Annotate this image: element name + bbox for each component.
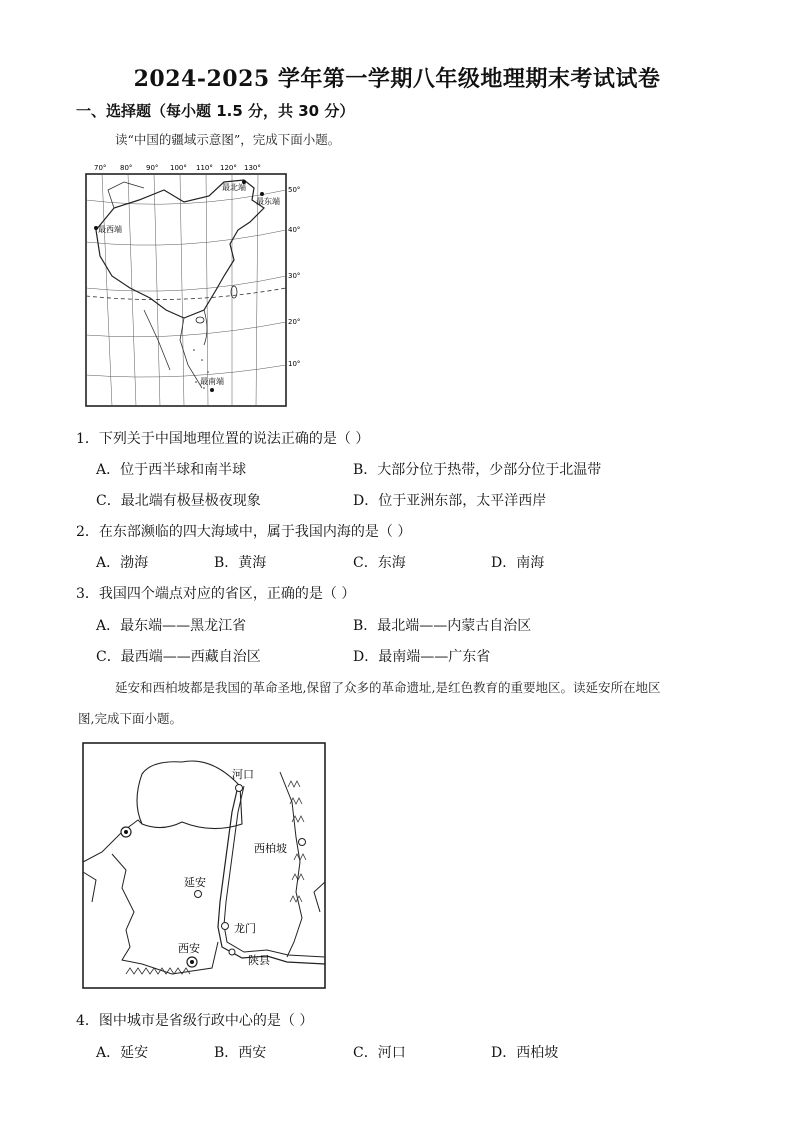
intro-text-1: 读“中国的疆域示意图”，完成下面小题。: [115, 132, 341, 147]
east-point: [260, 192, 264, 196]
east-label: 最东端: [256, 197, 280, 206]
yanan-label: 延安: [184, 876, 206, 889]
q3-option-a[interactable]: A．最东端——黑龙江省: [96, 618, 247, 634]
xian-label: 西安: [178, 942, 200, 955]
question-3-stem: 3．我国四个端点对应的省区，正确的是（ ）: [76, 586, 356, 602]
yanan-region-map: [82, 742, 327, 990]
west-label: 最西端: [98, 225, 122, 234]
q4-option-b[interactable]: B．西安: [214, 1045, 267, 1061]
q4-option-a[interactable]: A．延安: [96, 1045, 149, 1061]
longmen-label: 龙门: [234, 922, 256, 935]
lon-label: 130°: [244, 164, 261, 172]
lon-label: 100°: [170, 164, 187, 172]
longmen-marker: [222, 923, 229, 930]
lat-label: 50°: [288, 186, 301, 194]
q3-option-c[interactable]: C．最西端——西藏自治区: [96, 649, 261, 665]
map-frame: [83, 743, 325, 988]
intro-text-2: 延安和西柏坡都是我国的革命圣地,保留了众多的革命遗址,是红色教育的重要地区。读延安所在地区: [115, 680, 661, 695]
south-point: [210, 388, 214, 392]
capital-marker-dot: [124, 830, 128, 834]
xibaipo-marker: [299, 839, 306, 846]
lon-label: 80°: [120, 164, 133, 172]
south-label: 最南端: [200, 377, 224, 386]
intro-text-2b: 图,完成下面小题。: [78, 711, 182, 726]
xian-marker-dot: [190, 960, 194, 964]
q4-option-c[interactable]: C．河口: [353, 1045, 406, 1061]
shanxian-label: 陕县: [248, 954, 270, 967]
q2-option-b[interactable]: B．黄海: [214, 555, 267, 571]
q4-option-d[interactable]: D．西柏坡: [491, 1045, 559, 1061]
page-title: 2024-2025 学年第一学期八年级地理期末考试试卷: [133, 66, 661, 92]
lon-label: 70°: [94, 164, 107, 172]
lon-label: 90°: [146, 164, 159, 172]
section-heading: 一、选择题（每小题 1.5 分，共 30 分）: [76, 102, 355, 120]
q2-option-a[interactable]: A．渤海: [96, 555, 149, 571]
question-4-stem: 4．图中城市是省级行政中心的是（ ）: [76, 1013, 314, 1029]
lat-label: 10°: [288, 360, 301, 368]
lat-label: 30°: [288, 272, 301, 280]
hekou-marker: [236, 785, 243, 792]
q2-option-d[interactable]: D．南海: [491, 555, 545, 571]
q3-option-d[interactable]: D．最南端——广东省: [353, 649, 491, 665]
q2-option-c[interactable]: C．东海: [353, 555, 406, 571]
q1-option-c[interactable]: C．最北端有极昼极夜现象: [96, 493, 261, 509]
yanan-marker: [195, 891, 202, 898]
hekou-label: 河口: [232, 768, 254, 781]
china-map-figure: [84, 160, 304, 410]
china-territory-map: [84, 160, 304, 410]
question-1-stem: 1．下列关于中国地理位置的说法正确的是（ ）: [76, 431, 370, 447]
lon-label: 110°: [196, 164, 213, 172]
q1-option-b[interactable]: B．大部分位于热带，少部分位于北温带: [353, 462, 602, 478]
q1-option-d[interactable]: D．位于亚洲东部，太平洋西岸: [353, 493, 547, 509]
q1-option-a[interactable]: A．位于西半球和南半球: [96, 462, 247, 478]
yanan-map-figure: [82, 742, 327, 990]
shanxian-marker: [229, 949, 235, 955]
q3-option-b[interactable]: B．最北端——内蒙古自治区: [353, 618, 532, 634]
north-label: 最北端: [222, 183, 246, 192]
lat-label: 20°: [288, 318, 301, 326]
question-2-stem: 2．在东部濒临的四大海域中，属于我国内海的是（ ）: [76, 524, 412, 540]
lat-label: 40°: [288, 226, 301, 234]
lon-label: 120°: [220, 164, 237, 172]
xibaipo-label: 西柏坡: [254, 842, 287, 855]
